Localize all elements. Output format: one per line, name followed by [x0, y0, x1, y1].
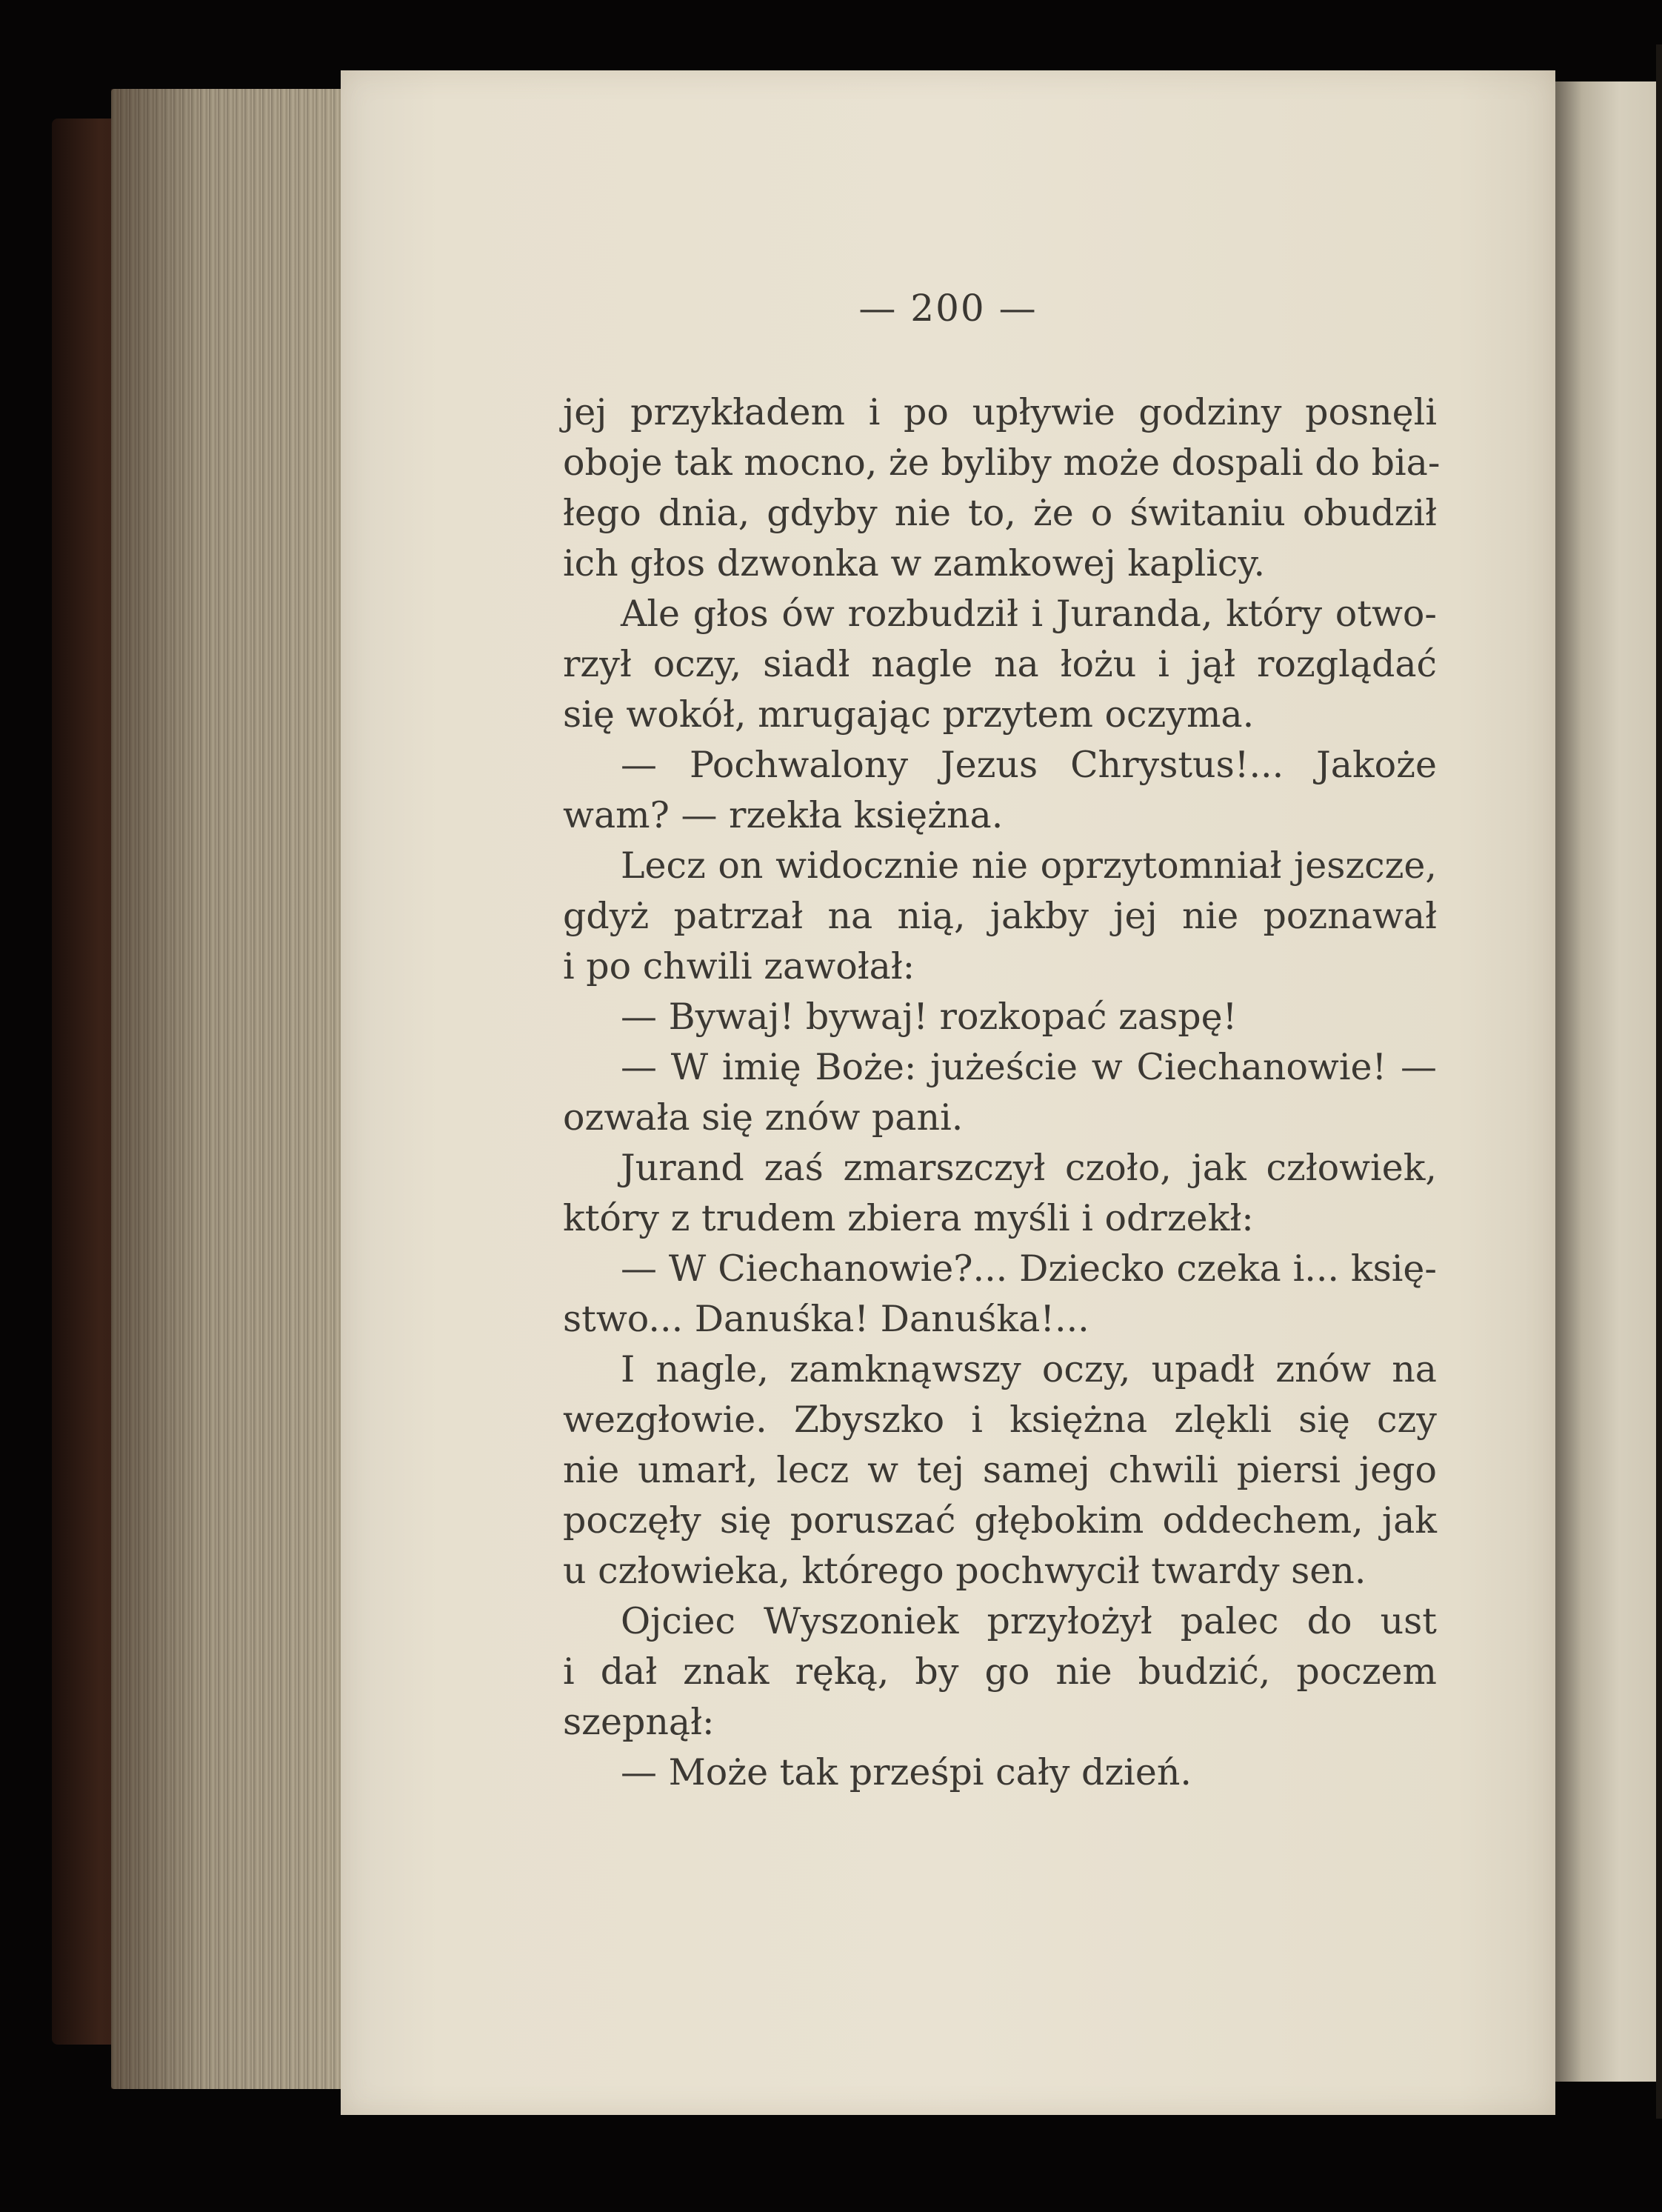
text-line: jej przykładem i po upływie godziny posnęli — [563, 391, 1437, 433]
text-line: oboje tak mocno, że byliby może dospali do bia- — [563, 442, 1441, 484]
text-line: ozwała się znów pani. — [563, 1096, 964, 1139]
text-line: łego dnia, gdyby nie to, że o świtaniu obudził — [563, 492, 1437, 534]
text-line: — W Ciechanowie?... Dziecko czeka i... księ- — [621, 1247, 1437, 1290]
text-line: rzył oczy, siadł nagle na łożu i jął rozglądać — [563, 643, 1437, 685]
text-line: I nagle, zamknąwszy oczy, upadł znów na — [621, 1348, 1437, 1390]
text-line: Ale głos ów rozbudził i Juranda, który otwo- — [621, 593, 1437, 635]
text-line: Lecz on widocznie nie oprzytomniał jeszcze, — [621, 845, 1437, 887]
text-line: u człowieka, którego pochwycił twardy sen. — [563, 1550, 1366, 1592]
text-line: nie umarł, lecz w tej samej chwili piersi jego — [563, 1449, 1437, 1491]
text-line: poczęły się poruszać głębokim oddechem, jak — [563, 1499, 1437, 1542]
page-edges — [111, 89, 348, 2089]
text-line: ich głos dzwonka w zamkowej kaplicy. — [563, 542, 1266, 584]
book-page — [341, 70, 1555, 2115]
text-line: Ojciec Wyszoniek przyłożył palec do ust — [621, 1600, 1437, 1642]
right-shadow — [1656, 44, 1662, 2119]
text-line: wam? — rzekła księżna. — [563, 794, 1004, 836]
text-line: stwo... Danuśka! Danuśka!... — [563, 1298, 1089, 1340]
text-line: który z trudem zbiera myśli i odrzekł: — [563, 1197, 1254, 1239]
text-line: wezgłowie. Zbyszko i księżna zlękli się czy — [563, 1399, 1437, 1441]
text-line: — Może tak prześpi cały dzień. — [621, 1751, 1192, 1793]
text-line: — Pochwalony Jezus Chrystus!... Jakoże — [621, 744, 1437, 786]
page-text — [563, 387, 1441, 1798]
text-line: szepnął: — [563, 1701, 715, 1743]
page-number: — 200 — — [858, 287, 1038, 330]
text-line: Jurand zaś zmarszczył czoło, jak człowiek, — [621, 1147, 1437, 1189]
text-line: i dał znak ręką, by go nie budzić, poczem — [563, 1650, 1437, 1693]
text-line: gdyż patrzał na nią, jakby jej nie poznawał — [563, 895, 1437, 937]
text-line: — Bywaj! bywaj! rozkopać zaspę! — [621, 996, 1238, 1038]
facing-page — [1555, 81, 1662, 2082]
text-line: — W imię Boże: jużeście w Ciechanowie! — — [621, 1046, 1437, 1088]
text-line: się wokół, mrugając przytem oczyma. — [563, 693, 1255, 736]
text-line: i po chwili zawołał: — [563, 945, 915, 987]
